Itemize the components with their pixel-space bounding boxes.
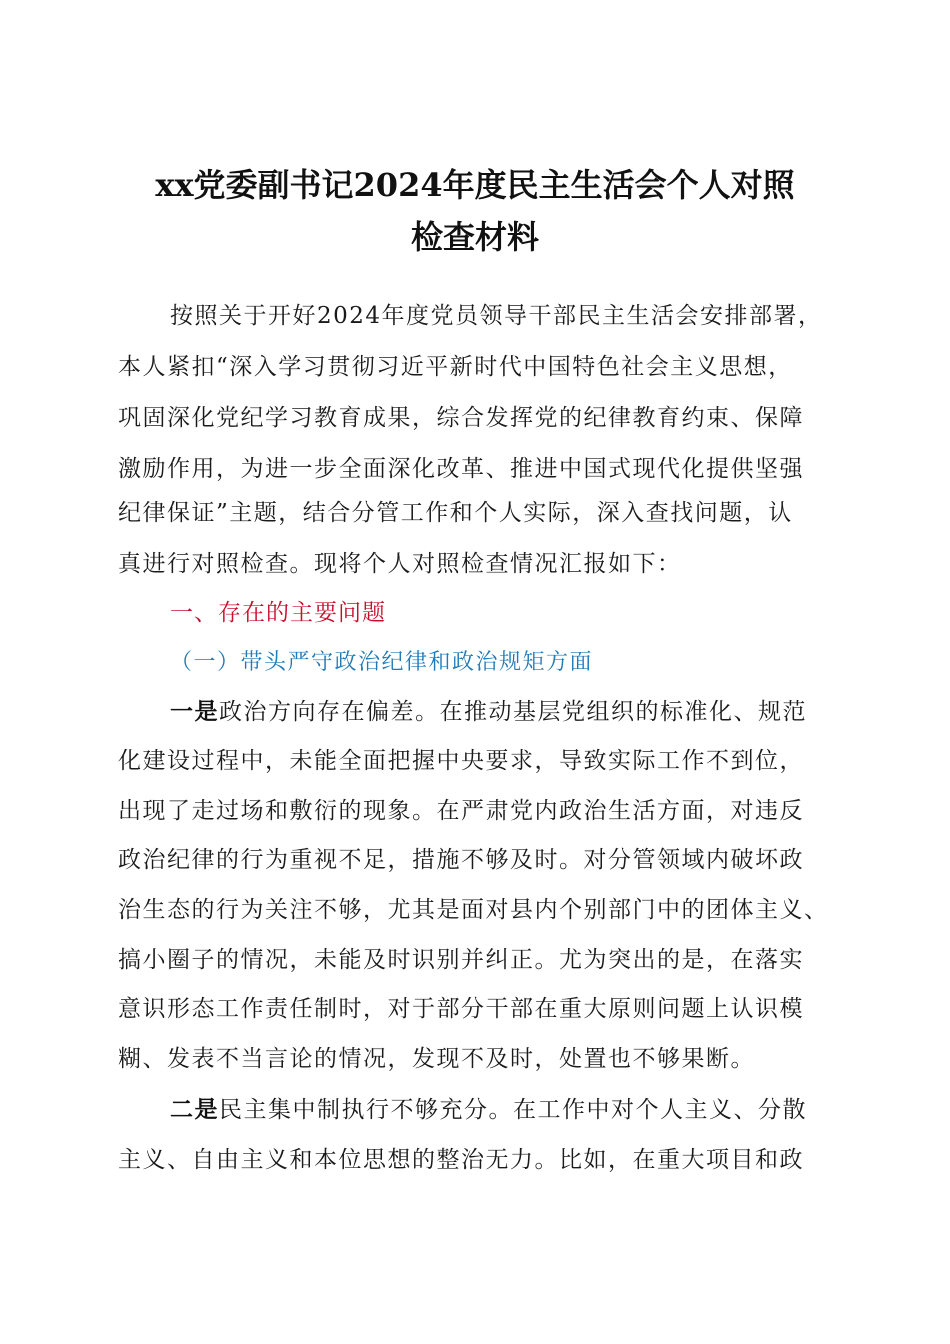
document-title-line-1: xx党委副书记2024年度民主生活会个人对照 <box>155 166 795 204</box>
intro-line-6: 真进行对照检查。现将个人对照检查情况汇报如下： <box>118 551 682 577</box>
document-title-line-2: 检查材料 <box>410 218 539 256</box>
intro-line-5: 纪律保证”主题，结合分管工作和个人实际，深入查找问题，认 <box>118 500 793 526</box>
subsection-heading-1: （一）带头严守政治纪律和政治规矩方面 <box>170 650 594 675</box>
point-2-first-line <box>170 1095 850 1125</box>
point-1-line-3: 出现了走过场和敷衍的现象。在严肃党内政治生活方面，对违反 <box>118 798 804 824</box>
point-2-first-line-text: 民主集中制执行不够充分。在工作中对个人主义、分散 <box>219 1097 807 1123</box>
point-1-line-5: 治生态的行为关注不够，尤其是面对县内个别部门中的团体主义、 <box>118 897 829 923</box>
point-1-line-2: 化建设过程中，未能全面把握中央要求，导致实际工作不到位， <box>118 748 804 774</box>
point-1-lead: 一是 <box>170 699 219 725</box>
point-2-lead: 二是 <box>170 1097 219 1123</box>
point-1-line-4: 政治纪律的行为重视不足，措施不够及时。对分管领域内破坏政 <box>118 847 804 873</box>
intro-line-3: 巩固深化党纪学习教育成果，综合发挥党的纪律教育约束、保障 <box>118 405 804 431</box>
section-heading-1: 一、存在的主要问题 <box>170 600 386 626</box>
intro-line-4: 激励作用，为进一步全面深化改革、推进中国式现代化提供坚强 <box>118 456 804 482</box>
point-1-line-7: 意识形态工作责任制时，对于部分干部在重大原则问题上认识模 <box>118 996 804 1022</box>
point-1-line-8: 糊、发表不当言论的情况，发现不及时，处置也不够果断。 <box>118 1046 755 1072</box>
intro-line-1: 按照关于开好2024年度党员领导干部民主生活会安排部署， <box>170 303 823 329</box>
point-1-line-6: 搞小圈子的情况，未能及时识别并纠正。尤为突出的是，在落实 <box>118 947 804 973</box>
intro-line-2: 本人紧扣“深入学习贯彻习近平新时代中国特色社会主义思想， <box>118 354 793 380</box>
point-1-first-line-text: 政治方向存在偏差。在推动基层党组织的标准化、规范 <box>219 699 807 725</box>
point-1-first-line <box>170 697 850 727</box>
point-2-line-2: 主义、自由主义和本位思想的整治无力。比如，在重大项目和政 <box>118 1147 804 1173</box>
